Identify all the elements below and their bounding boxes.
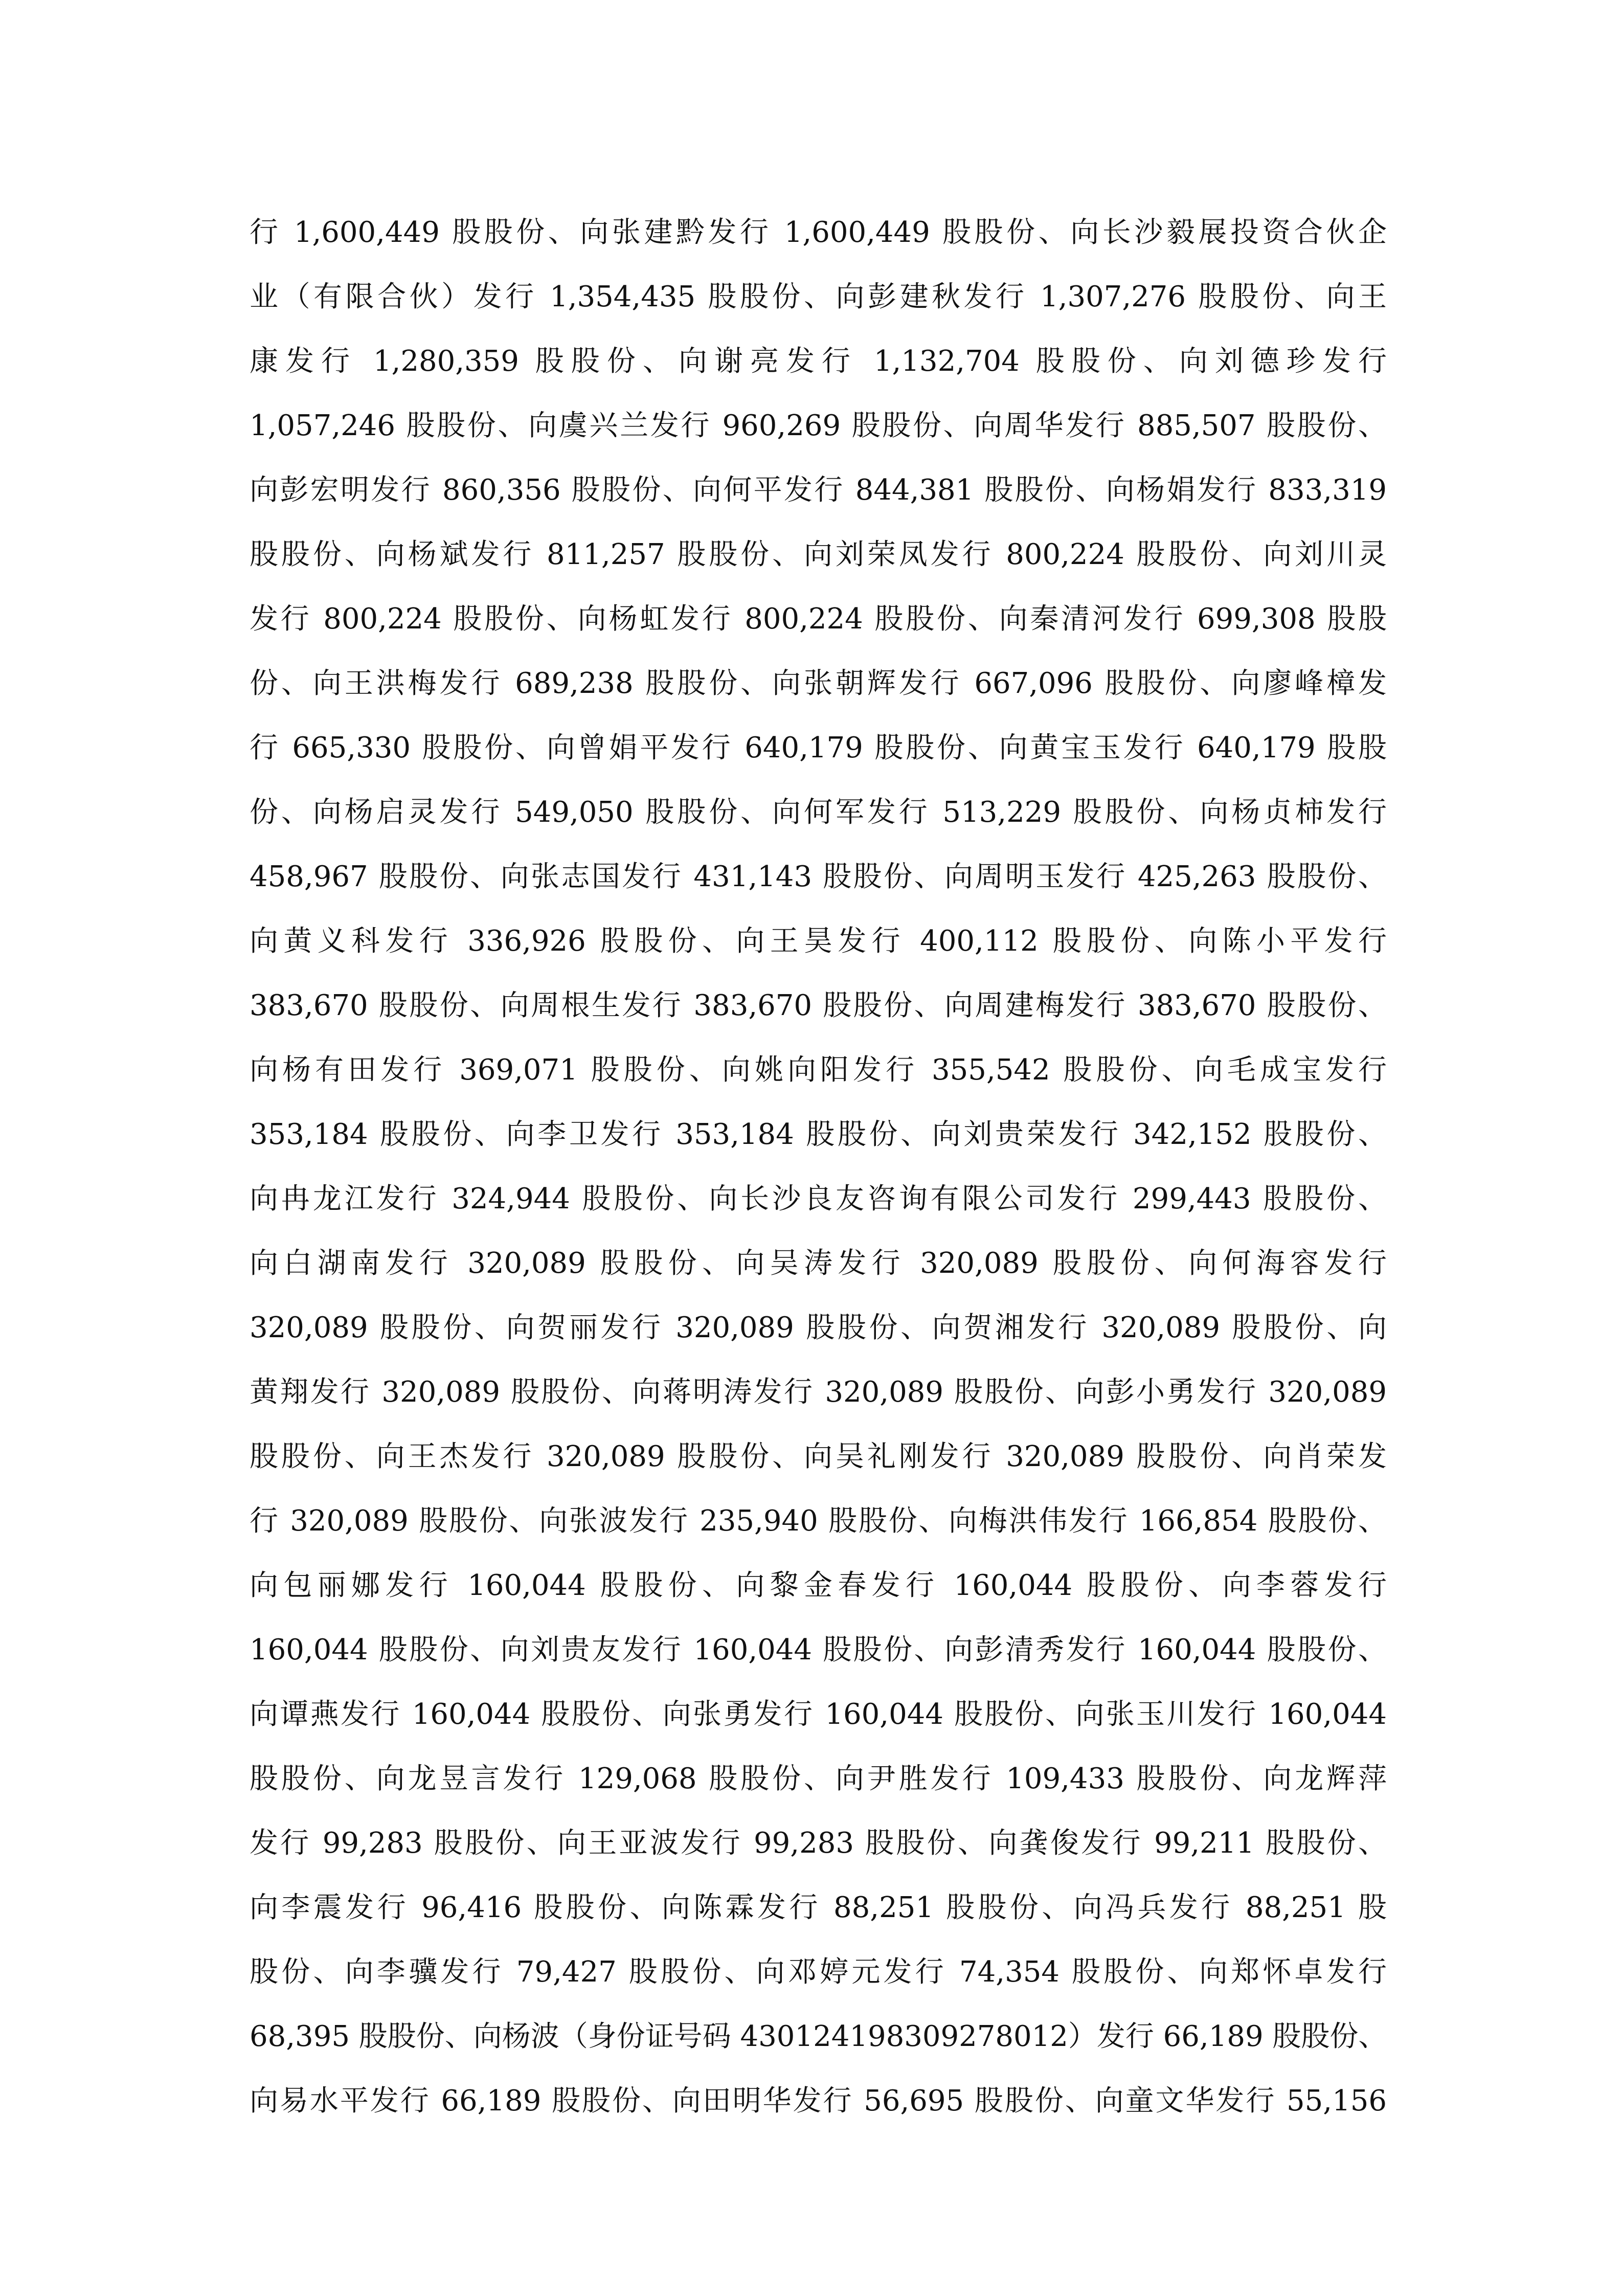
text-line: 458,967 股股份、向张志国发行 431,143 股股份、向周明玉发行 425,263 股股份、: [250, 860, 1387, 893]
body-paragraph: [250, 200, 1387, 2133]
text-line: 向黄义科发行 336,926 股股份、向王昊发行 400,112 股股份、向陈小平发行: [250, 925, 1387, 958]
text-line: 向冉龙江发行 324,944 股股份、向长沙良友咨询有限公司发行 299,443 股股份、: [250, 1182, 1387, 1215]
text-line: 股股份、向杨斌发行 811,257 股股份、向刘荣凤发行 800,224 股股份、向刘川灵: [250, 538, 1387, 571]
text-line: 黄翔发行 320,089 股股份、向蒋明涛发行 320,089 股股份、向彭小勇发行 320,089: [250, 1376, 1387, 1409]
text-line: 向彭宏明发行 860,356 股股份、向何平发行 844,381 股股份、向杨娟发行 833,319: [250, 474, 1387, 507]
text-line: 股股份、向龙昱言发行 129,068 股股份、向尹胜发行 109,433 股股份、向龙辉萍: [250, 1762, 1387, 1795]
text-line: 份、向杨启灵发行 549,050 股股份、向何军发行 513,229 股股份、向杨贞柿发行: [250, 796, 1387, 829]
text-line: 份、向王洪梅发行 689,238 股股份、向张朝辉发行 667,096 股股份、向廖峰樟发: [250, 667, 1387, 700]
text-line: 向谭燕发行 160,044 股股份、向张勇发行 160,044 股股份、向张玉川发行 160,044: [250, 1698, 1387, 1731]
text-line: 行 1,600,449 股股份、向张建黔发行 1,600,449 股股份、向长沙毅展投资合伙企: [250, 216, 1387, 249]
text-line: 行 665,330 股股份、向曾娟平发行 640,179 股股份、向黄宝玉发行 640,179 股股: [250, 731, 1387, 764]
text-line: 业（有限合伙）发行 1,354,435 股股份、向彭建秋发行 1,307,276 股股份、向王: [250, 280, 1387, 313]
text-line: 160,044 股股份、向刘贵友发行 160,044 股股份、向彭清秀发行 160,044 股股份、: [250, 1633, 1387, 1667]
text-line: 向易水平发行 66,189 股股份、向田明华发行 56,695 股股份、向童文华发行 55,156: [250, 2084, 1387, 2118]
text-line: 68,395 股股份、向杨波（身份证号码 430124198309278012）发行 66,189 股股份、: [250, 2020, 1387, 2053]
text-line: 353,184 股股份、向李卫发行 353,184 股股份、向刘贵荣发行 342,152 股股份、: [250, 1118, 1387, 1151]
text-line: 向李震发行 96,416 股股份、向陈霖发行 88,251 股股份、向冯兵发行 88,251 股: [250, 1891, 1387, 1924]
text-line: 发行 800,224 股股份、向杨虹发行 800,224 股股份、向秦清河发行 699,308 股股: [250, 602, 1387, 636]
text-line: 康发行 1,280,359 股股份、向谢亮发行 1,132,704 股股份、向刘德珍发行: [250, 345, 1387, 378]
text-line: 发行 99,283 股股份、向王亚波发行 99,283 股股份、向龚俊发行 99,211 股股份、: [250, 1827, 1387, 1860]
text-line: 行 320,089 股股份、向张波发行 235,940 股股份、向梅洪伟发行 166,854 股股份、: [250, 1504, 1387, 1538]
text-line: 1,057,246 股股份、向虞兴兰发行 960,269 股股份、向周华发行 885,507 股股份、: [250, 409, 1387, 442]
text-line: 股股份、向王杰发行 320,089 股股份、向吴礼刚发行 320,089 股股份、向肖荣发: [250, 1440, 1387, 1473]
text-line: 向包丽娜发行 160,044 股股份、向黎金春发行 160,044 股股份、向李蓉发行: [250, 1569, 1387, 1602]
text-line: 向杨有田发行 369,071 股股份、向姚向阳发行 355,542 股股份、向毛成宝发行: [250, 1053, 1387, 1087]
text-line: 向白湖南发行 320,089 股股份、向吴涛发行 320,089 股股份、向何海容发行: [250, 1247, 1387, 1280]
text-line: 320,089 股股份、向贺丽发行 320,089 股股份、向贺湘发行 320,089 股股份、向: [250, 1311, 1387, 1344]
text-line: 383,670 股股份、向周根生发行 383,670 股股份、向周建梅发行 383,670 股股份、: [250, 989, 1387, 1022]
text-line: 股份、向李骥发行 79,427 股股份、向邓婷元发行 74,354 股股份、向郑怀卓发行: [250, 1955, 1387, 1989]
